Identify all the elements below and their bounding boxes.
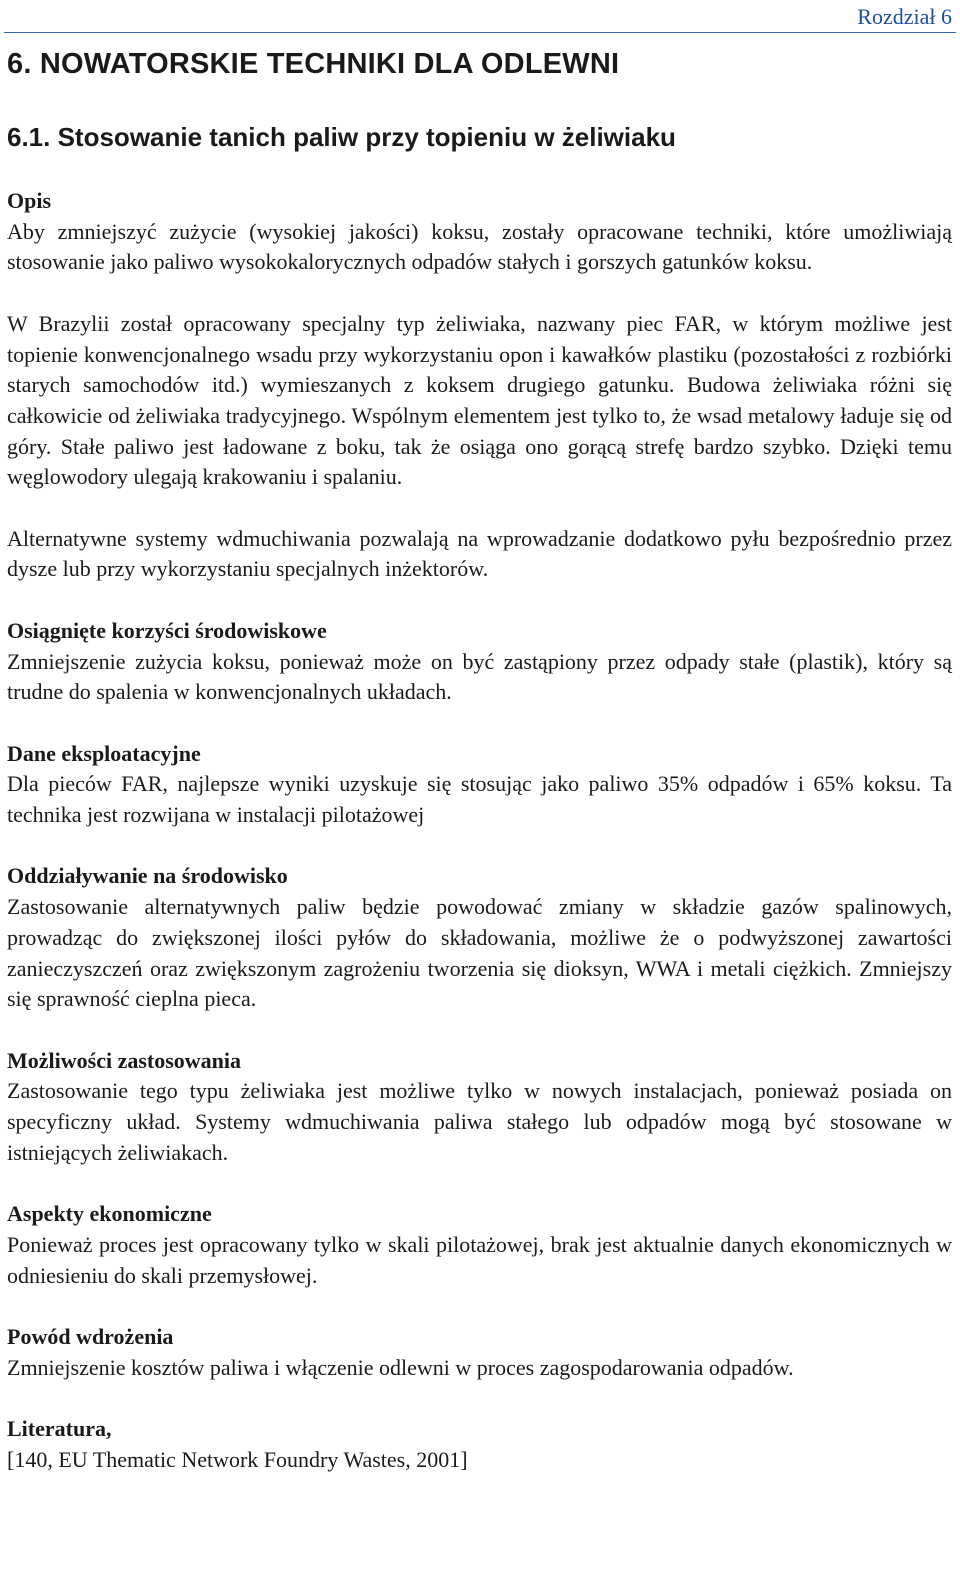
spacer [7, 1291, 952, 1322]
section-heading: Dane eksploatacyjne [7, 740, 201, 766]
spacer [7, 708, 952, 739]
section-heading: Osiągnięte korzyści środowiskowe [7, 617, 327, 643]
paragraph: Zmniejszenie kosztów paliwa i włączenie odlewni w proces zagospodarowania odpadów. [7, 1354, 794, 1380]
paragraph: Aby zmniejszyć zużycie (wysokiej jakości) koksu, zostały opracowane techniki, które umożliwiają stosowanie jako paliwo wysokokalorycznych odpadów stałych i gorszych gatunków koksu. [7, 218, 952, 275]
spacer [7, 831, 952, 862]
chapter-title: 6. NOWATORSKIE TECHNIKI DLA ODLEWNI [7, 48, 620, 80]
section-mozliwosci [7, 1046, 952, 1169]
spacer [7, 278, 952, 309]
paragraph: Dla pieców FAR, najlepsze wyniki uzyskuje się stosując jako paliwo 35% odpadów i 65% koksu. Ta technika jest rozwijana w instalacji pilotażowej [7, 771, 952, 827]
section-heading: Literatura, [7, 1415, 112, 1441]
section-ekonomia [7, 1199, 952, 1291]
section-heading: Możliwości zastosowania [7, 1047, 242, 1073]
section-title: 6.1. Stosowanie tanich paliw przy topieniu w żeliwiaku [7, 122, 676, 152]
paragraph: W Brazylii został opracowany specjalny typ żeliwiaka, nazwany piec FAR, w którym możliwe jest topienie konwencjonalnego wsadu przy wykorzystaniu opon i kawałków plastiku (pozostałości z rozbiórki starych samochodów itd.) wymieszanych z koksem drugiego gatunku. Budowa żeliwiaka różni się całkowicie od żeliwiaka tradycyjnego. Wspólnym elementem jest tylko to, że wsad metalowy ładuje się od góry. Stałe paliwo jest ładowane z boku, tak że osiąga ono gorącą strefę bardzo szybko. Dzięki temu węglowodory ulegają krakowaniu i spalaniu. [7, 310, 952, 490]
header-rule [4, 32, 956, 33]
document-body [7, 186, 952, 1475]
section-heading: Opis [7, 188, 52, 213]
section-literatura [7, 1414, 952, 1475]
section-korzysci [7, 616, 952, 708]
paragraph: Zastosowanie tego typu żeliwiaka jest możliwe tylko w nowych instalacjach, ponieważ posiada on specyficzny układ. Systemy wdmuchiwania paliwa stałego lub odpadów mogą być stosowane w istniejących żeliwiakach. [7, 1078, 952, 1165]
section-heading: Powód wdrożenia [7, 1323, 174, 1349]
section-heading: Oddziaływanie na środowisko [7, 863, 288, 889]
paragraph: Zastosowanie alternatywnych paliw będzie powodować zmiany w składzie gazów spalinowych, prowadząc do zwiększonej ilości pyłów do składowania, możliwe że o podwyższonej zawartości zanieczyszczeń oraz zwiększonym zagrożeniu tworzenia się dioksyn, WWA i metali ciężkich. Zmniejszy się sprawność cieplna pieca. [7, 894, 952, 1012]
section-dane [7, 739, 952, 831]
spacer [7, 493, 952, 524]
section-opis [7, 186, 952, 585]
section-heading: Aspekty ekonomiczne [7, 1201, 212, 1227]
paragraph: Alternatywne systemy wdmuchiwania pozwalają na wprowadzanie dodatkowo pyłu bezpośrednio przez dysze lub przy wykorzystaniu specjalnych inżektorów. [7, 525, 952, 582]
section-oddzialywanie [7, 861, 952, 1015]
section-powod [7, 1322, 952, 1383]
spacer [7, 1383, 952, 1414]
chapter-header: Rozdział 6 [857, 4, 952, 29]
paragraph: Ponieważ proces jest opracowany tylko w skali pilotażowej, brak jest aktualnie danych ekonomicznych w odniesieniu do skali przemysłowej. [7, 1231, 952, 1288]
spacer [7, 1015, 952, 1046]
spacer [7, 1168, 952, 1199]
spacer [7, 585, 952, 616]
paragraph: Zmniejszenie zużycia koksu, ponieważ może on być zastąpiony przez odpady stałe (plastik), który są trudne do spalenia w konwencjonalnych układach. [7, 648, 952, 705]
reference: [140, EU Thematic Network Foundry Wastes, 2001] [7, 1446, 468, 1472]
